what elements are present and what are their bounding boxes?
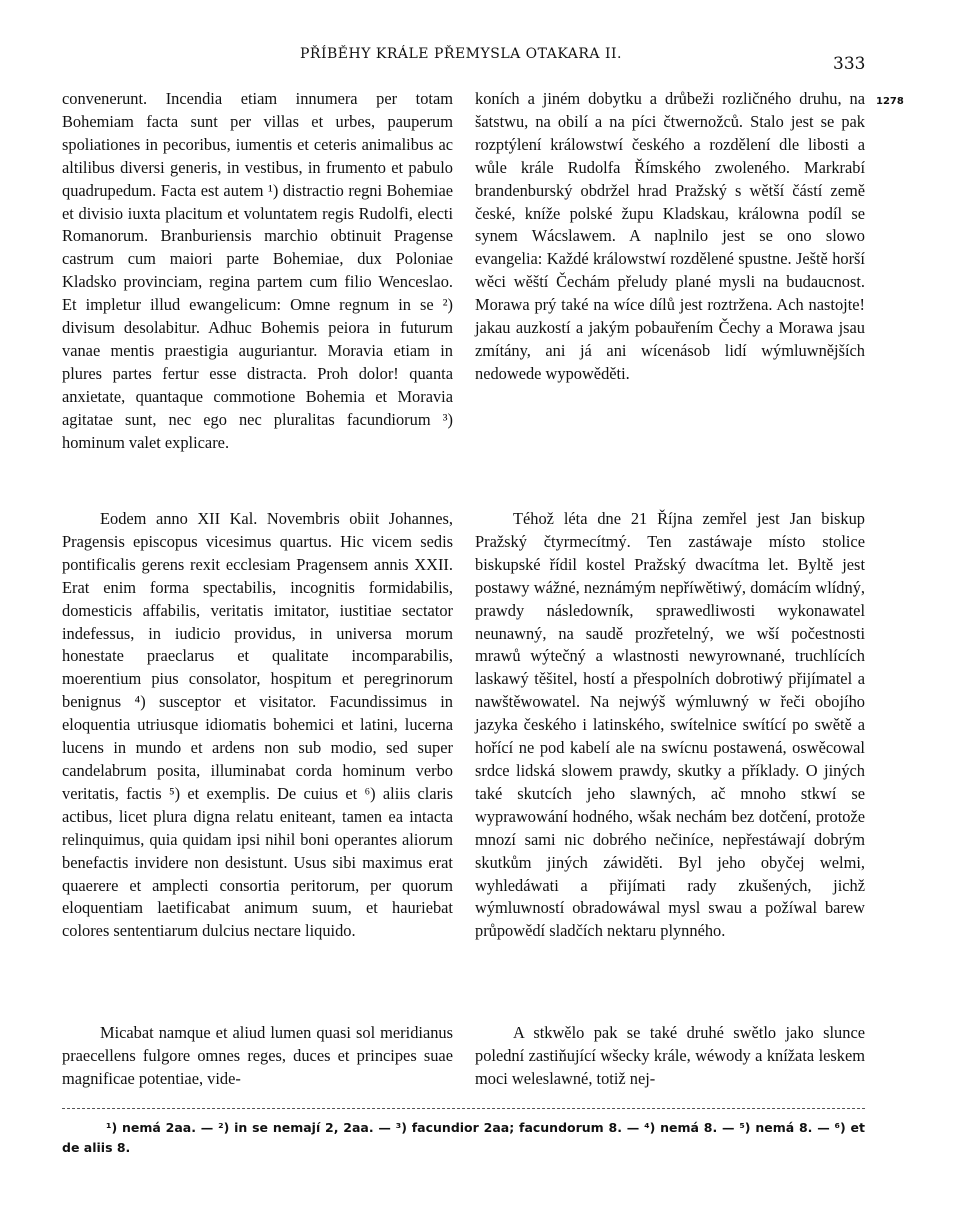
latin-text-2: Eodem anno XII Kal. Novembris obiit Johannes, Pragensis episcopus vicesimus quartus. Hic vicem sedis pontificalis gerens rexit ecclesiam Pragensem annis XXII. Erat enim forma spectabilis, incognitis formidabilis, domesticis affabilis, veritatis imitator, iustitiae sectator indefessus, in iudicio providus, in universa morum honestate praeclarus et qualitate incomparabilis, moerentium pius consolator, hospitum et peregrinorum benignus ⁴) susceptor et visitator. Facundissimus in eloquentia utriusque idiomatis bohemici et latini, lucerna lucens in mundo et ardens non sub modio, sed super candelabrum posita, illuminabat corda hominum verbo veritatis, factis ⁵) et exemplis. De cuius et ⁶) aliis claris actibus, licet plura digna relatu eniteant, tamen ea intacta relinquimus, quia quidam ipsi nihil boni operantes aliorum benefactis invidere non desistunt. Usus sibi maximus erat quaerere et amplecti consortia peritorum, per quorum eloquentiam laetificabat animum suum, et hauriebat colores sententiarum dulcius nectare liquido. [62,509,453,941]
latin-paragraph-1 [62,88,453,455]
running-title: PŘÍBĚHY KRÁLE PŘEMYSLA OTAKARA II. [300,46,622,62]
czech-text-2: Téhož léta dne 21 Října zemřel jest Jan biskup Pražský čtyrmecítmý. Ten zastáwaje místo stolice biskupské řídil kostel Pražský dwacítma let. Byltě jest postawy wážné, neznámým nepříwětiwý, domácím wlídný, prawdy následowník, sprawedliwosti wykonawatel neunawný, na saudě prozřetelný, we wší počestnosti mrawů wýtečný a wlastnosti newyrownané, truchlících laskawý těšitel, hostí a přespolních dobrotiwý přijímatel a nawštěwowatel. Na nejwýš wýmluwný w řeči obojího jazyka českého i latinského, swítelnice swítící po swětě a hořící ne pod kabelí ale na swícnu postawená, oswěcowal srdce lidská slowem prawdy, skutky a příklady. O jiných také skutcích jeho slawných, ač mnoho stkwí se wyprawowání hodného, wšak nechám bez dotčení, protože mnozí sami nic dobrého nečiníce, nepřestáwají dobrým skutkům jiných záwiděti. Byl jeho obyčej welmi, wyhledáwati a přijímati rady zkušených, jichž wýmluwností obradowáwal mysl swau a požíwal barew průpowědí sladčích nektaru plynného. [475,509,865,941]
latin-text-1: convenerunt. Incendia etiam innumera per totam Bohemiam facta sunt per villas et urbes, pauperum spoliationes in pecoribus, iumentis et ceteris animalibus ac altilibus diversi generis, in vestibus, in frumento et pabulo quadrupedum. Facta est autem ¹) distractio regni Bohemiae et divisio iuxta placitum et voluntatem regis Rudolfi, electi Romanorum. Branburiensis marchio obtinuit Pragense castrum cum maiori parte Bohemiae, dux Poloniae Kladsko provinciam, regina partem cum filio Wenceslao. Et impletur illud ewangelicum: Omne regnum in se ²) divisum desolabitur. Adhuc Bohemis peiora in futurum vanae mentis praestigia auguriantur. Moravia etiam in plures partes fertur esse distracta. Proh dolor! quanta anxietate, quantaque commotione Bohemia et Moravia agitatae sunt, nec ego nec pluralitas facundiorum ³) hominum valet explicare. [62,89,453,452]
czech-paragraph-1 [475,88,865,386]
footnote-text: ¹) nemá 2aa. — ²) in se nemají 2, 2aa. — ³) facundior 2aa; facundorum 8. — ⁴) nemá 8. — ⁵) nemá 8. — ⁶) et de aliis 8. [62,1120,865,1155]
czech-paragraph-3 [475,1022,865,1091]
latin-paragraph-2 [62,508,453,943]
latin-text-3: Micabat namque et aliud lumen quasi sol meridianus praecellens fulgore omnes reges, duces et principes suae magnificae potentiae, vide- [62,1023,453,1088]
czech-text-1: koních a jiném dobytku a drůbeži rozličného druhu, na šatstwu, na obilí a na píci čtwernožců. Stalo jest se pak rozptýlení králowstwí českého a rozdělení dle libosti a wůle krále Rudolfa Římského zwoleného. Markrabí brandenburský obdržel hrad Pražský s wětší částí země české, kníže polské župu Kladskau, králowna podíl se synem Wácslawem. A naplnilo jest se ono slowo evangelia: Každé králowstwí rozdělené spustne. Ještě horší wěci wěští Čechám přeludy plané mysli na budaucnost. Morawa prý také na wíce dílů jest roztržena. Ach nastojte! jakau auzkostí a jakým pobauřením Čechy a Morawa jsau zmítány, ani já ani wícenásob lidí wýmluwnějších nedowede wypowěděti. [475,89,865,383]
footnotes [62,1118,865,1158]
czech-text-3: A stkwělo pak se také druhé swětlo jako slunce polední zastiňující wšecky krále, wéwody a knížata leskem moci weleslawné, totiž nej- [475,1023,865,1088]
margin-year-note: 1278 [876,96,904,107]
latin-paragraph-3 [62,1022,453,1091]
page-number: 333 [833,54,866,74]
footnote-divider [62,1108,865,1109]
czech-paragraph-2 [475,508,865,943]
